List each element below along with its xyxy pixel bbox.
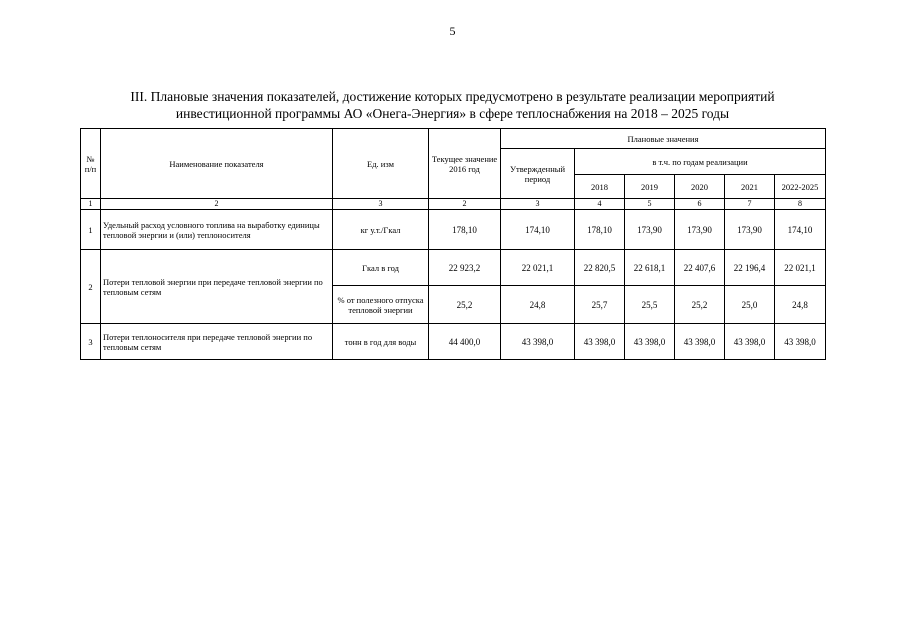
current-value: 25,2 bbox=[429, 286, 501, 324]
year-value: 25,7 bbox=[575, 286, 625, 324]
approved-value: 22 021,1 bbox=[501, 250, 575, 286]
year-value: 173,90 bbox=[625, 210, 675, 250]
header-planned-values: Плановые значения bbox=[501, 129, 826, 149]
year-value: 173,90 bbox=[725, 210, 775, 250]
header-year: 2019 bbox=[625, 175, 675, 199]
title-line-1: III. Плановые значения показателей, достижение которых предусмотрено в результате реализации мероприятий bbox=[130, 89, 775, 104]
year-value: 174,10 bbox=[775, 210, 826, 250]
column-index: 6 bbox=[675, 199, 725, 210]
row-num: 3 bbox=[81, 324, 101, 360]
header-year: 2020 bbox=[675, 175, 725, 199]
column-index: 5 bbox=[625, 199, 675, 210]
title-line-2: инвестиционной программы АО «Онега-Энергия» в сфере теплоснабжения на 2018 – 2025 годы bbox=[175, 106, 730, 121]
column-index-row bbox=[81, 199, 826, 210]
table-row bbox=[81, 324, 826, 360]
header-num: № п/п bbox=[81, 129, 101, 199]
year-value: 22 820,5 bbox=[575, 250, 625, 286]
header-approved-period: Утвержденный период bbox=[501, 149, 575, 199]
header-year: 2018 bbox=[575, 175, 625, 199]
year-value: 43 398,0 bbox=[725, 324, 775, 360]
column-index: 2 bbox=[429, 199, 501, 210]
indicator-name: Потери тепловой энергии при передаче тепловой энергии по тепловым сетям bbox=[101, 250, 333, 324]
indicator-unit: % от полезного отпуска тепловой энергии bbox=[333, 286, 429, 324]
indicator-name: Потери теплоносителя при передаче тепловой энергии по тепловым сетям bbox=[101, 324, 333, 360]
year-value: 24,8 bbox=[775, 286, 826, 324]
year-value: 173,90 bbox=[675, 210, 725, 250]
indicator-unit: тонн в год для воды bbox=[333, 324, 429, 360]
year-value: 22 618,1 bbox=[625, 250, 675, 286]
current-value: 22 923,2 bbox=[429, 250, 501, 286]
header-year: 2021 bbox=[725, 175, 775, 199]
row-num: 1 bbox=[81, 210, 101, 250]
year-value: 43 398,0 bbox=[575, 324, 625, 360]
current-value: 44 400,0 bbox=[429, 324, 501, 360]
table-row bbox=[81, 250, 826, 286]
year-value: 22 407,6 bbox=[675, 250, 725, 286]
header-current-value: Текущее значение 2016 год bbox=[429, 129, 501, 199]
planned-indicators-table bbox=[80, 128, 826, 360]
header-name: Наименование показателя bbox=[101, 129, 333, 199]
header-unit: Ед. изм bbox=[333, 129, 429, 199]
year-value: 22 021,1 bbox=[775, 250, 826, 286]
year-value: 25,5 bbox=[625, 286, 675, 324]
page-number: 5 bbox=[449, 24, 456, 38]
year-value: 43 398,0 bbox=[775, 324, 826, 360]
year-value: 43 398,0 bbox=[675, 324, 725, 360]
header-year: 2022-2025 bbox=[775, 175, 826, 199]
column-index: 1 bbox=[81, 199, 101, 210]
document-title bbox=[70, 88, 835, 122]
column-index: 4 bbox=[575, 199, 625, 210]
year-value: 43 398,0 bbox=[625, 324, 675, 360]
header-by-years: в т.ч. по годам реализации bbox=[575, 149, 826, 175]
column-index: 2 bbox=[101, 199, 333, 210]
approved-value: 174,10 bbox=[501, 210, 575, 250]
year-value: 178,10 bbox=[575, 210, 625, 250]
column-index: 3 bbox=[333, 199, 429, 210]
column-index: 7 bbox=[725, 199, 775, 210]
current-value: 178,10 bbox=[429, 210, 501, 250]
indicator-name: Удельный расход условного топлива на выработку единицы тепловой энергии и (или) теплоносителя bbox=[101, 210, 333, 250]
year-value: 22 196,4 bbox=[725, 250, 775, 286]
year-value: 25,0 bbox=[725, 286, 775, 324]
year-value: 25,2 bbox=[675, 286, 725, 324]
indicator-unit: Гкал в год bbox=[333, 250, 429, 286]
row-num: 2 bbox=[81, 250, 101, 324]
table-row bbox=[81, 210, 826, 250]
approved-value: 24,8 bbox=[501, 286, 575, 324]
column-index: 3 bbox=[501, 199, 575, 210]
column-index: 8 bbox=[775, 199, 826, 210]
indicator-unit: кг у.т./Гкал bbox=[333, 210, 429, 250]
approved-value: 43 398,0 bbox=[501, 324, 575, 360]
header-row-1 bbox=[81, 129, 826, 149]
